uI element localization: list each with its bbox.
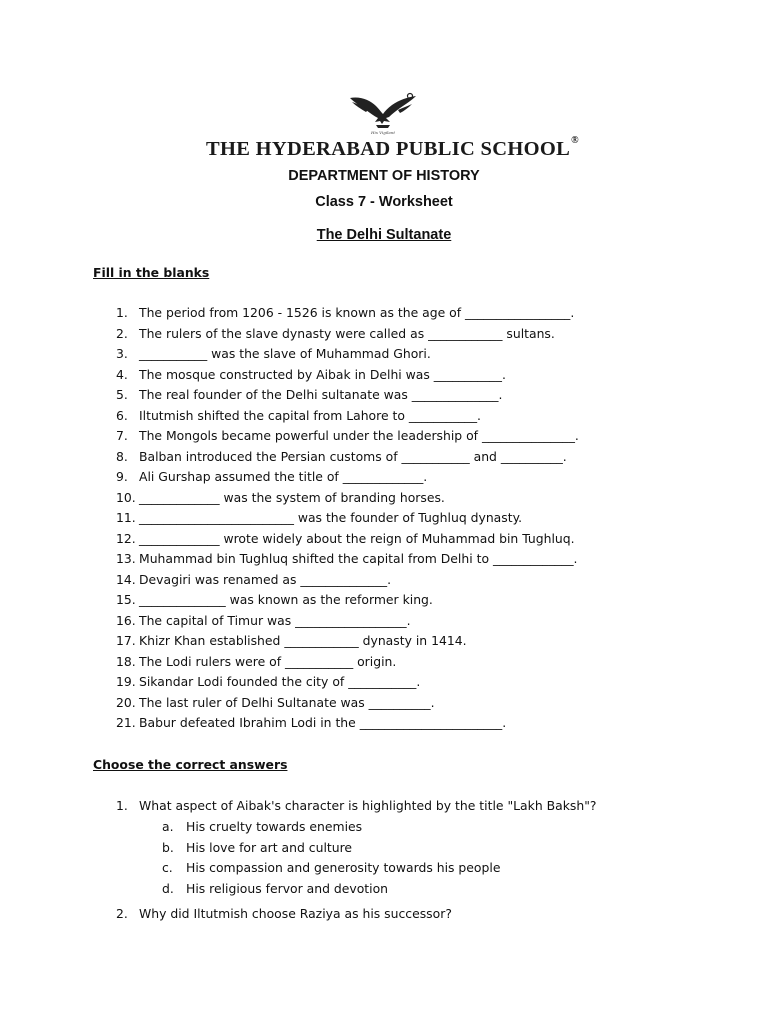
question-number: 9.: [116, 469, 128, 484]
option-text: His love for art and culture: [186, 839, 353, 855]
question-number: 19.: [116, 674, 136, 689]
question-text: ___________ was the slave of Muhammad Ghori.: [139, 346, 431, 361]
question-number: 12.: [116, 530, 136, 546]
mcq-option: [0, 860, 768, 881]
blank-question: [0, 469, 768, 490]
blank-question: [0, 408, 768, 429]
blank-question: [0, 572, 768, 593]
option-text: His compassion and generosity towards his people: [186, 860, 501, 875]
blank-question: [0, 592, 768, 613]
fill-in-blanks-list: [0, 305, 768, 736]
blank-question: [0, 510, 768, 531]
question-text: The rulers of the slave dynasty were called as ____________ sultans.: [139, 325, 555, 341]
mcq-option: [0, 881, 768, 902]
question-text: _________________________ was the founder of Tughluq dynasty.: [139, 510, 523, 525]
question-text: The period from 1206 - 1526 is known as the age of _________________.: [139, 305, 575, 320]
registered-mark: ®: [571, 135, 579, 147]
question-number: 1.: [116, 305, 128, 320]
school-name-text: THE HYDERABAD PUBLIC SCHOOL: [206, 138, 571, 160]
school-name: [206, 135, 579, 161]
question-number: 3.: [116, 346, 128, 361]
question-number: 17.: [116, 633, 136, 648]
question-text: Sikandar Lodi founded the city of ___________.: [139, 674, 421, 689]
question-text: Babur defeated Ibrahim Lodi in the _______________________.: [139, 715, 507, 730]
question-text: Devagiri was renamed as ______________.: [139, 571, 392, 587]
blank-question: [0, 654, 768, 675]
option-letter: c.: [162, 860, 173, 875]
question-text: _____________ wrote widely about the reign of Muhammad bin Tughluq.: [139, 530, 575, 546]
option-letter: b.: [162, 839, 174, 855]
class-worksheet-title: Class 7 - Worksheet: [315, 194, 453, 210]
mcq-option: [0, 819, 768, 840]
question-text: The Lodi rulers were of ___________ origin.: [139, 653, 397, 669]
question-number: 15.: [116, 592, 136, 607]
mcq-text: What aspect of Aibak's character is highlighted by the title "Lakh Baksh"?: [139, 798, 597, 813]
fill-in-blanks-heading: Fill in the blanks: [93, 265, 210, 280]
question-text: The capital of Timur was __________________.: [139, 612, 411, 628]
blank-question: [0, 428, 768, 449]
question-number: 13.: [116, 551, 136, 566]
question-text: Ali Gurshap assumed the title of _____________.: [139, 469, 428, 484]
blank-question: [0, 674, 768, 695]
blank-question: [0, 326, 768, 347]
option-text: His religious fervor and devotion: [186, 880, 389, 896]
question-text: The mosque constructed by Aibak in Delhi was ___________.: [139, 366, 506, 382]
blank-question: [0, 613, 768, 634]
blank-question: [0, 695, 768, 716]
question-number: 7.: [116, 428, 128, 443]
blank-question: [0, 305, 768, 326]
eagle-logo-icon: [346, 92, 420, 136]
question-number: 2.: [116, 325, 128, 341]
question-text: Muhammad bin Tughluq shifted the capital from Delhi to _____________.: [139, 551, 578, 566]
question-number: 5.: [116, 387, 128, 402]
svg-text:His Vigilant: His Vigilant: [371, 130, 395, 135]
blank-question: [0, 490, 768, 511]
question-number: 20.: [116, 694, 136, 710]
question-text: Balban introduced the Persian customs of ___________ and __________.: [139, 448, 567, 464]
department-title: DEPARTMENT OF HISTORY: [288, 168, 480, 184]
question-text: ______________ was known as the reformer king.: [139, 592, 433, 607]
question-text: Iltutmish shifted the capital from Lahore to ___________.: [139, 407, 481, 423]
option-letter: d.: [162, 880, 174, 896]
question-number: 18.: [116, 653, 136, 669]
blank-question: [0, 367, 768, 388]
question-number: 21.: [116, 715, 136, 730]
blank-question: [0, 633, 768, 654]
question-number: 11.: [116, 510, 136, 525]
question-number: 14.: [116, 571, 136, 587]
blank-question: [0, 531, 768, 552]
mcq-option: [0, 840, 768, 861]
question-number: 4.: [116, 366, 128, 382]
blank-question: [0, 551, 768, 572]
question-text: _____________ was the system of branding horses.: [139, 489, 445, 505]
question-text: The Mongols became powerful under the leadership of _______________.: [139, 428, 579, 443]
question-number: 6.: [116, 407, 128, 423]
question-text: The real founder of the Delhi sultanate was ______________.: [139, 387, 503, 402]
worksheet-topic: The Delhi Sultanate: [316, 227, 452, 243]
blank-question: [0, 715, 768, 736]
blank-question: [0, 387, 768, 408]
option-text: His cruelty towards enemies: [186, 819, 363, 834]
question-number: 8.: [116, 448, 128, 464]
mcq-number: 1.: [116, 798, 128, 813]
question-text: Khizr Khan established ____________ dynasty in 1414.: [139, 633, 467, 648]
option-letter: a.: [162, 819, 174, 834]
blank-question: [0, 346, 768, 367]
mcq-options: [0, 819, 768, 901]
question-number: 10.: [116, 489, 136, 505]
mcq-number: 2.: [116, 906, 128, 921]
mcq-text: Why did Iltutmish choose Raziya as his successor?: [139, 906, 452, 921]
question-number: 16.: [116, 612, 136, 628]
choose-correct-heading: Choose the correct answers: [93, 757, 288, 772]
blank-question: [0, 449, 768, 470]
question-text: The last ruler of Delhi Sultanate was __________.: [139, 694, 435, 710]
